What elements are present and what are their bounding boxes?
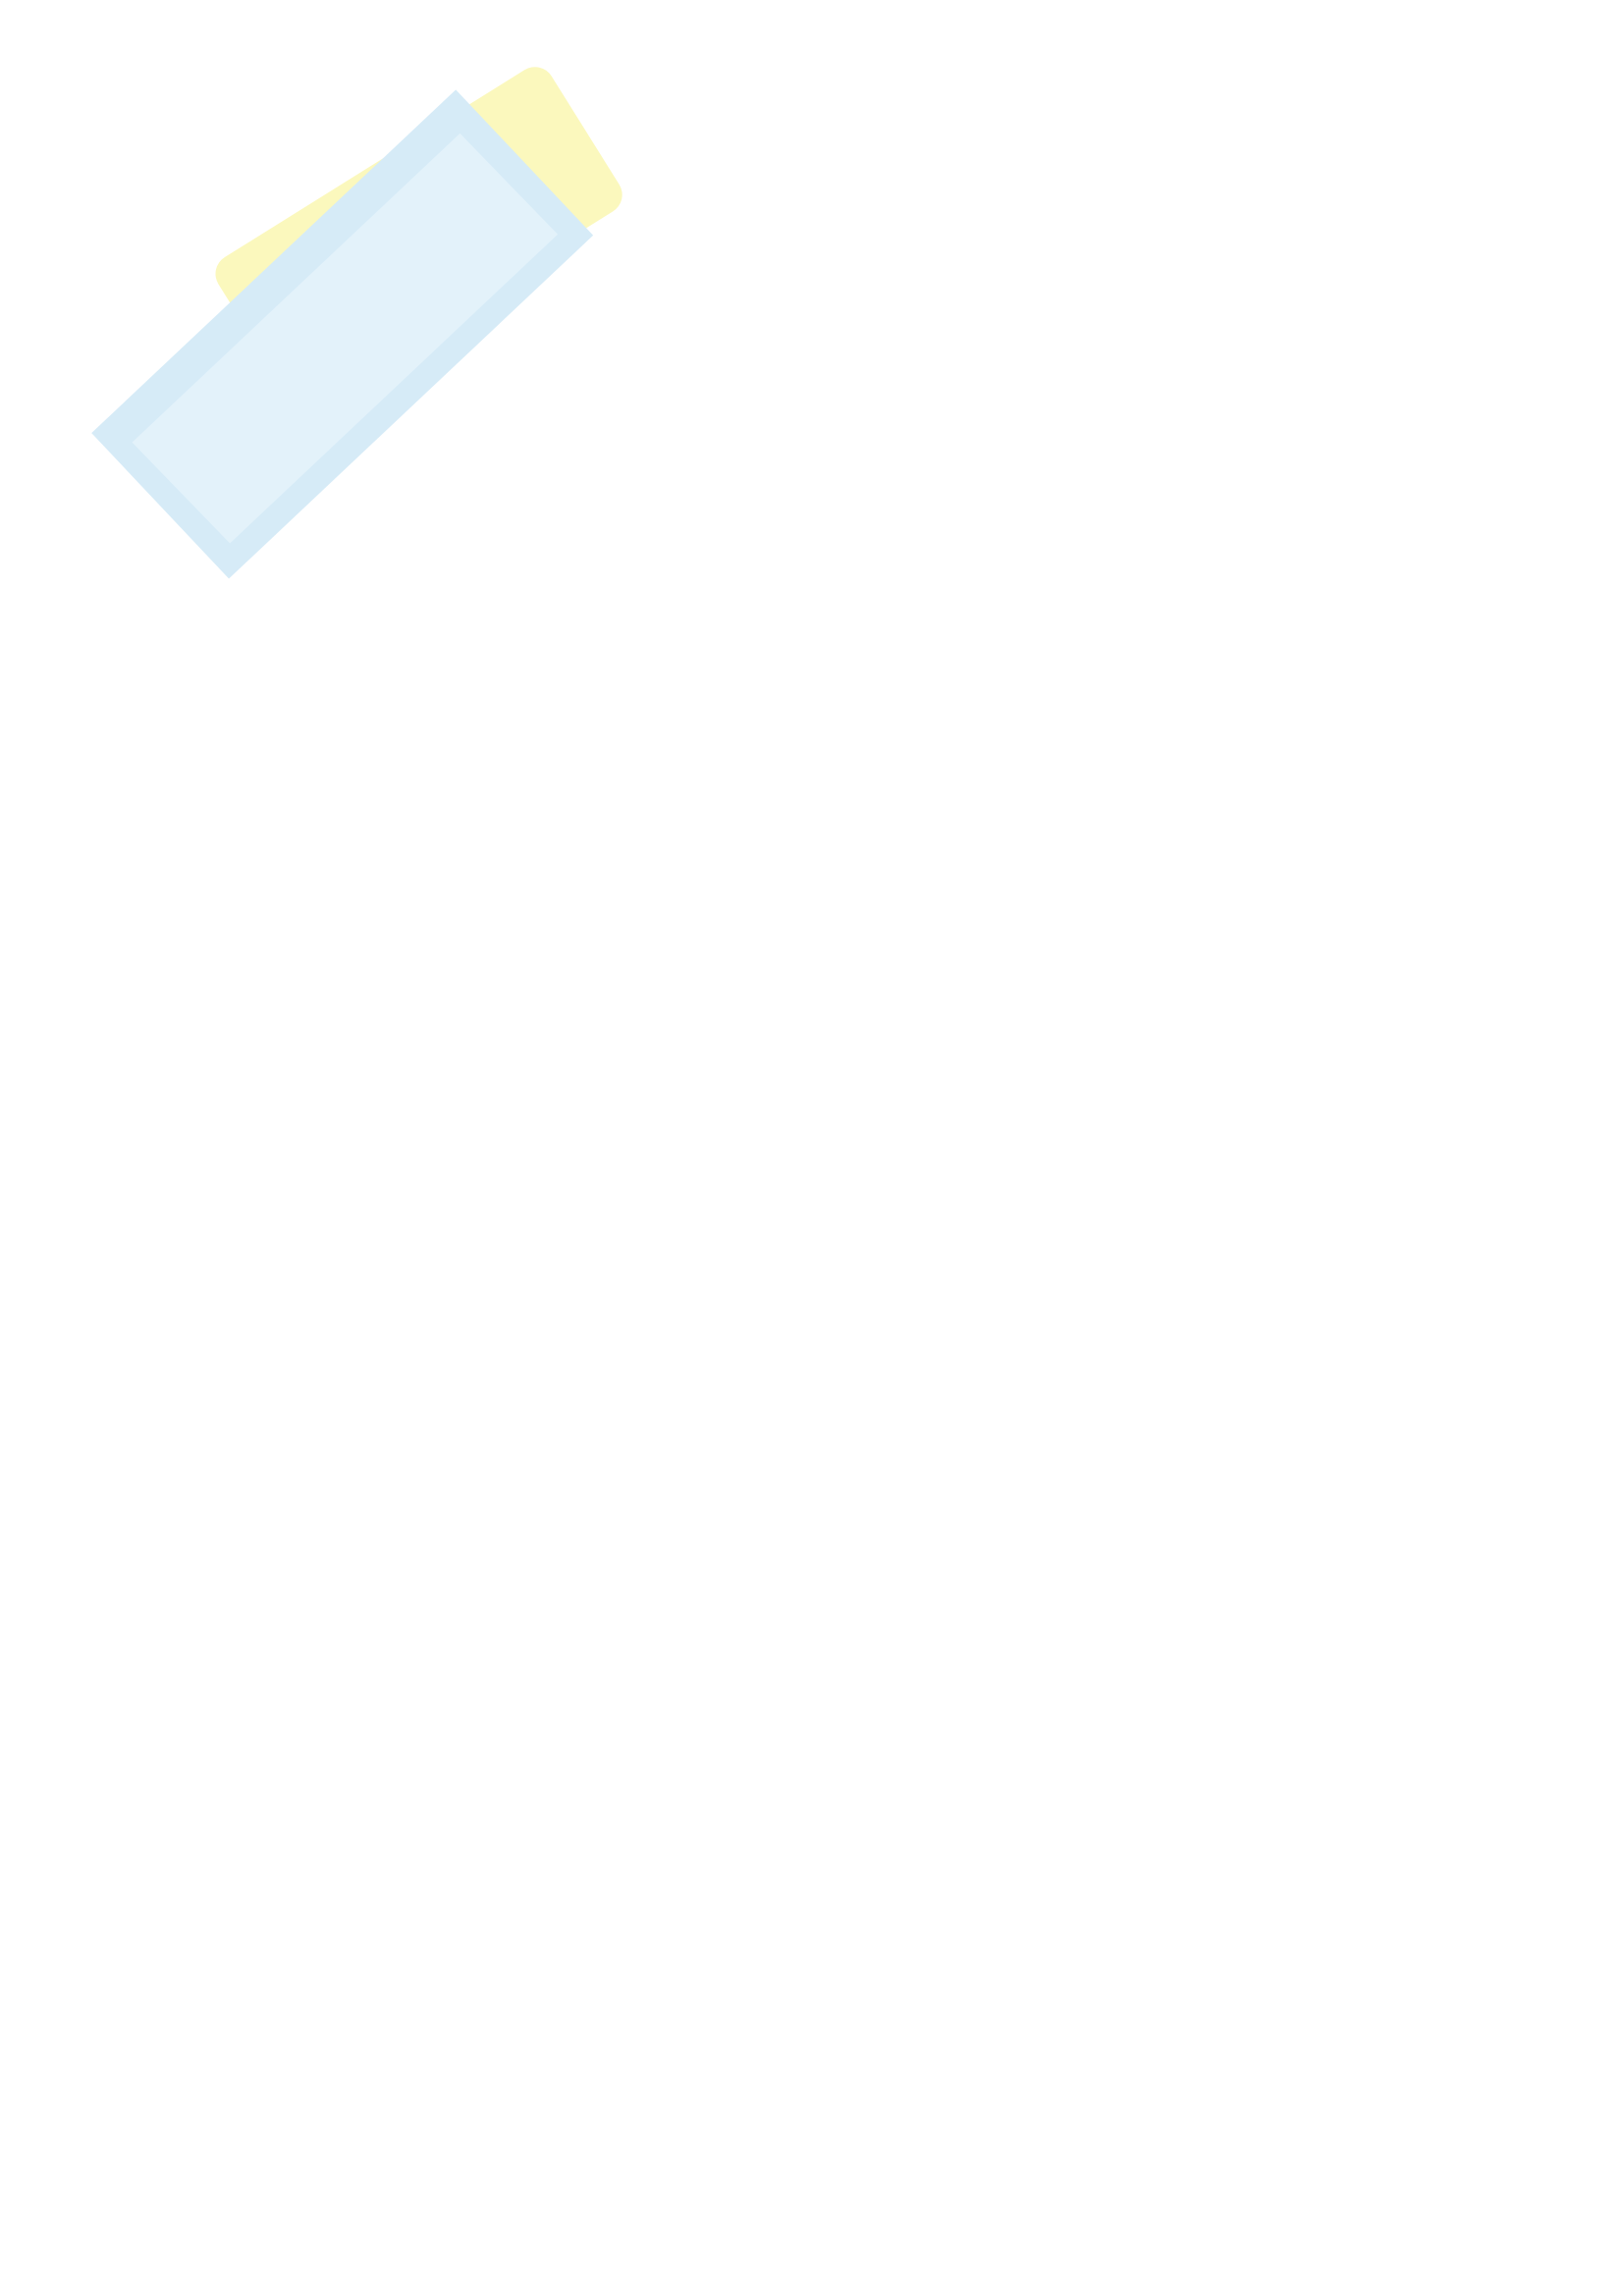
skuola-watermark-logo [29, 39, 736, 648]
